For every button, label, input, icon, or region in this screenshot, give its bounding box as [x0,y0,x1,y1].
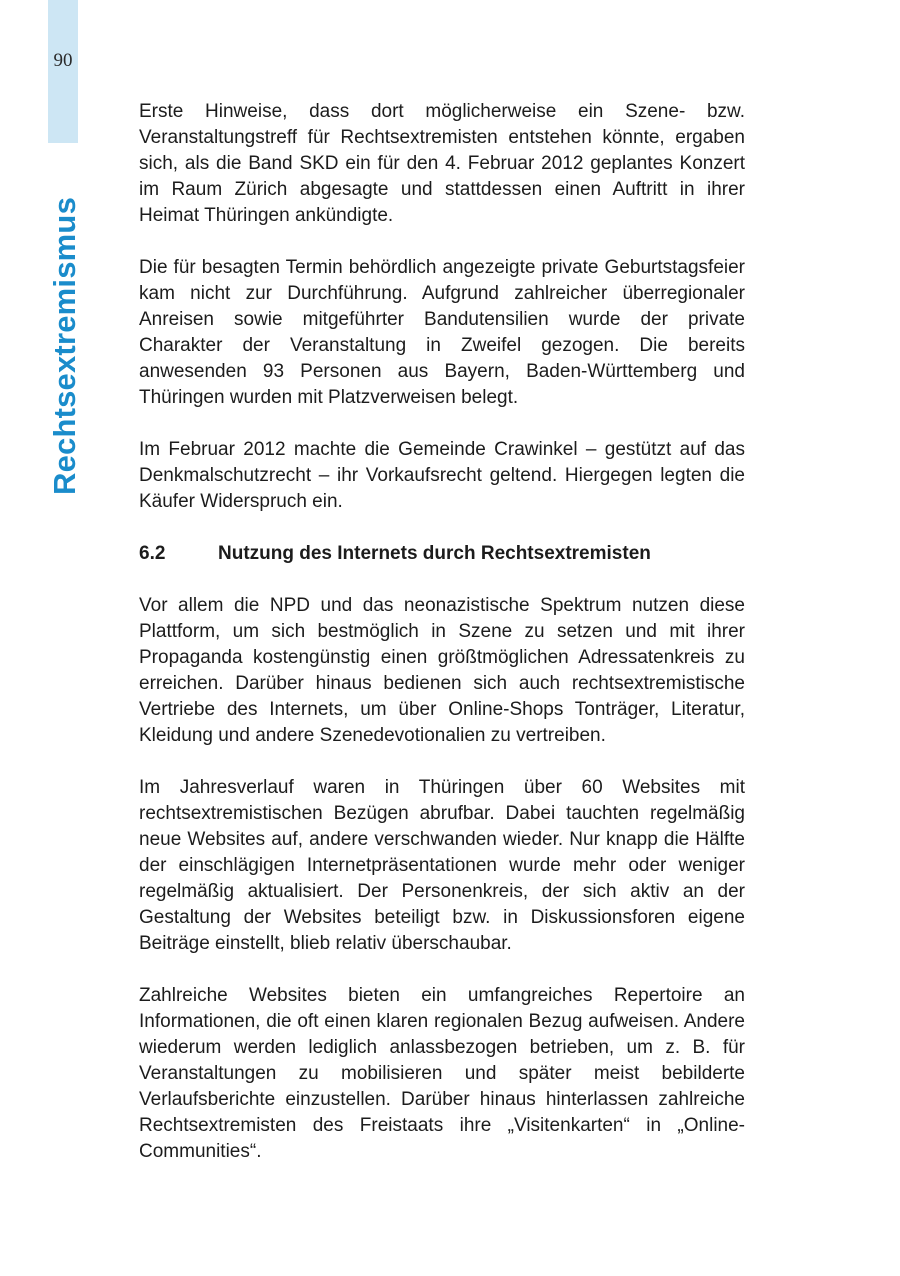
paragraph: Vor allem die NPD und das neonazistische Spektrum nutzen diese Plattform, um sich bestmöglich in Szene zu setzen und mit ihrer Propaganda kostengünstig einen größtmöglichen Adressatenkreis zu erreichen. Darüber hinaus bedienen sich auch rechtsextremistische Vertriebe des Internets, um über Online-Shops Tonträger, Literatur, Kleidung und andere Szenedevotionalien zu vertreiben. [139,595,745,746]
section-title-vertical: Rechtsextremismus [47,196,82,496]
section-heading-number: 6.2 [139,543,166,564]
page-number: 90 [53,50,73,71]
paragraph: Zahlreiche Websites bieten ein umfangreiches Repertoire an Informationen, die oft einen klaren regionalen Bezug aufweisen. Andere wiederum werden lediglich anlassbezogen betrieben, um z. B. für Veranstaltungen zu mobilisieren und später meist bebilderte Verlaufsberichte einzustellen. Darüber hinaus hinterlassen zahlreiche Rechtsextremisten des Freistaats ihre „Visitenkarten“ in „Online-Communities“. [139,985,745,1162]
section-heading [139,541,745,567]
paragraph: Erste Hinweise, dass dort möglicherweise ein Szene- bzw. Veranstaltungstreff für Rechtsextremisten entstehen könnte, ergaben sich, als die Band SKD ein für den 4. Februar 2012 geplantes Konzert im Raum Zürich abgesagte und stattdessen einen Auftritt in ihrer Heimat Thüringen ankündigte. [139,101,745,226]
paragraph: Die für besagten Termin behördlich angezeigte private Geburtstagsfeier kam nicht zur Durchführung. Aufgrund zahlreicher überregionaler Anreisen sowie mitgeführter Bandutensilien wurde der private Charakter der Veranstaltung in Zweifel gezogen. Die bereits anwesenden 93 Personen aus Bayern, Baden-Württemberg und Thüringen wurden mit Platzverweisen belegt. [139,257,745,408]
section-heading-title: Nutzung des Internets durch Rechtsextremisten [218,543,651,564]
paragraph: Im Februar 2012 machte die Gemeinde Crawinkel – gestützt auf das Denkmalschutzrecht – ihr Vorkaufsrecht geltend. Hiergegen legten die Käufer Widerspruch ein. [139,439,745,512]
page-body [139,99,745,1191]
paragraph: Im Jahresverlauf waren in Thüringen über 60 Websites mit rechtsextremistischen Bezügen abrufbar. Dabei tauchten regelmäßig neue Websites auf, andere verschwanden wieder. Nur knapp die Hälfte der einschlägigen Internetpräsentationen wurde mehr oder weniger regelmäßig aktualisiert. Der Personenkreis, der sich aktiv an der Gestaltung der Websites beteiligt bzw. in Diskussionsforen eigene Beiträge einstellt, blieb relativ überschaubar. [139,777,745,954]
